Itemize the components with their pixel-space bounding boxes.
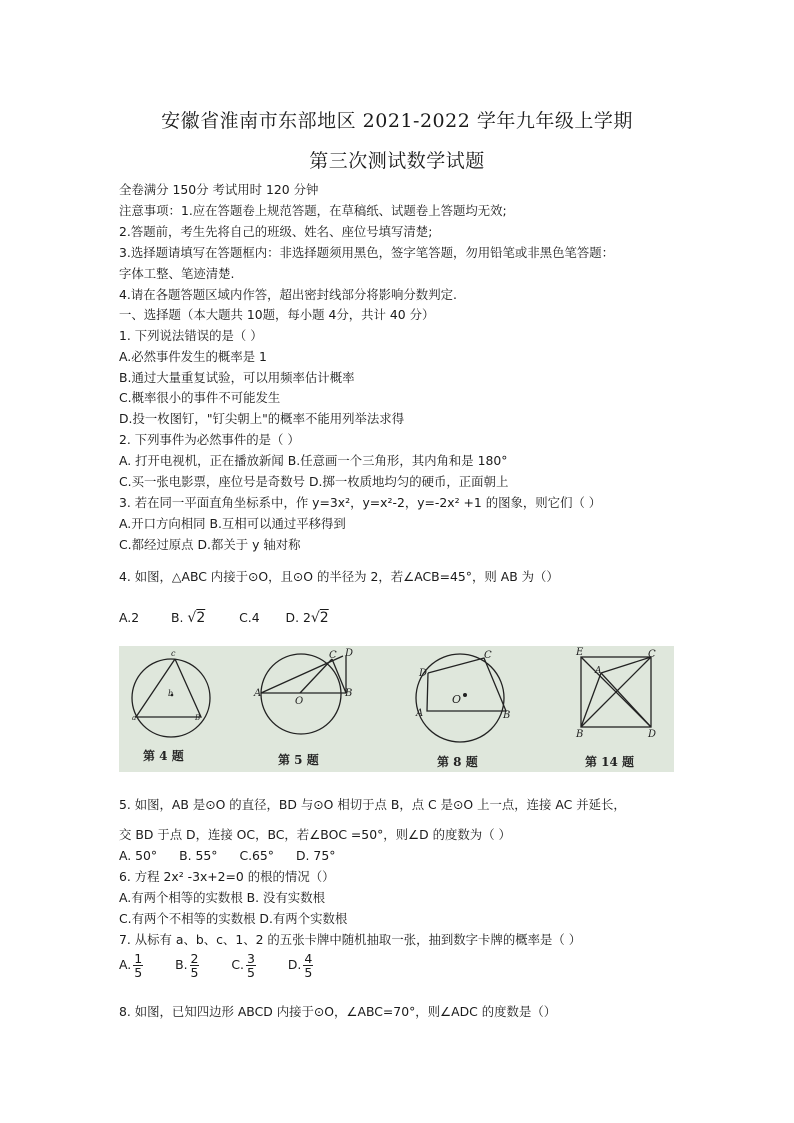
fig8-label-c: C [484, 650, 492, 661]
fig5-line-oc [300, 659, 332, 693]
sqrt-symbol: √2 [187, 610, 206, 626]
figure-14 [575, 647, 656, 769]
fig5-label-o: O [295, 696, 304, 707]
geometry-figures [119, 646, 674, 772]
fig5-label-a: A [254, 688, 262, 699]
q5-option-b: B. 55° [179, 848, 218, 863]
q4-option-d-radicand: 2 [319, 610, 329, 626]
figures-panel [119, 646, 674, 772]
q1-option-b: B.通过大量重复试验，可以用频率估计概率 [119, 370, 355, 385]
numerator: 4 [304, 951, 313, 966]
fig14-label-c: C [648, 649, 656, 660]
q5-options [119, 847, 335, 864]
figure-4 [132, 649, 210, 763]
score-info: 全卷满分 150分 考试用时 120 分钟 [119, 182, 319, 197]
q5-option-a: A. 50° [119, 848, 158, 863]
q1-option-d: D.投一枚图钉，"钉尖朝上"的概率不能用列举法求得 [119, 411, 405, 426]
fig5-label-b: B [345, 688, 353, 699]
q4-option-b-label: B. [171, 610, 184, 625]
q1-stem: 1. 下列说法错误的是（ ） [119, 328, 263, 343]
q1-option-a: A.必然事件发生的概率是 1 [119, 349, 267, 364]
q4-option-b-radicand: 2 [196, 610, 206, 626]
q7-option-c-label: C. [231, 957, 244, 972]
q2-options-ab: A. 打开电视机，正在播放新闻 B.任意画一个三角形，其内角和是 180° [119, 453, 508, 468]
q5-option-c: C.65° [239, 848, 275, 863]
numerator: 2 [190, 951, 199, 966]
exam-title-line2: 第三次测试数学试题 [309, 150, 485, 172]
notice-3b: 字体工整、笔迹清楚. [119, 266, 235, 281]
exam-title-line1: 安徽省淮南市东部地区 2021-2022 学年九年级上学期 [161, 110, 633, 132]
notice-3a: 3.选择题请填写在答题框内：非选择题须用黑色，签字笔答题，勿用铅笔或非黑色笔答题： [119, 245, 615, 260]
fig4-label-c: c [171, 649, 176, 658]
fig5-label-d: D [345, 648, 354, 659]
q7-options [119, 952, 315, 979]
numerator: 1 [134, 951, 143, 966]
q7-option-d-label: D. [287, 957, 302, 972]
fig8-label-b: B [503, 710, 511, 721]
fig5-line-ad [261, 656, 343, 693]
fig8-label-o: O [452, 693, 462, 706]
fig8-quadrilateral [427, 658, 506, 711]
q5-stem-line1: 5. 如图，AB 是⊙O 的直径，BD 与⊙O 相切于点 B，点 C 是⊙O 上一点，连接 AC 并延长， [119, 797, 626, 812]
sqrt-symbol: √2 [310, 610, 329, 626]
fig14-label-b: B [576, 729, 584, 740]
q6-options-cd: C.有两个不相等的实数根 D.有两个实数根 [119, 911, 348, 926]
q8-stem: 8. 如图，已知四边形 ABCD 内接于⊙O，∠ABC=70°，则∠ADC 的度数是（） [119, 1004, 557, 1019]
q7-option-b-fraction [190, 952, 200, 979]
fig8-caption: 第 8 题 [437, 755, 478, 769]
q4-option-c: C.4 [239, 610, 260, 625]
q4-option-a: A.2 [119, 610, 140, 625]
q7-stem: 7. 从标有 a、b、c、1、2 的五张卡牌中随机抽取一张，抽到数字卡牌的概率是（ ） [119, 932, 582, 947]
fig5-line-bc [332, 659, 346, 693]
fig5-circle [261, 654, 341, 734]
notice-2: 2.答题前，考生先将自己的班级、姓名、座位号填写清楚; [119, 224, 433, 239]
q6-options-ab: A.有两个相等的实数根 B. 没有实数根 [119, 890, 325, 905]
q7-option-d-fraction [303, 952, 313, 979]
denominator: 5 [304, 965, 313, 980]
denominator: 5 [134, 965, 143, 980]
fig14-label-a: A [595, 666, 602, 676]
q4-option-d-label: D. 2 [285, 610, 311, 625]
figure-5 [253, 648, 353, 767]
fig14-line-ab [581, 673, 601, 727]
q6-stem: 6. 方程 2x² -3x+2=0 的根的情况（） [119, 869, 335, 884]
q5-option-d: D. 75° [296, 848, 336, 863]
numerator: 3 [246, 951, 255, 966]
q7-option-a-label: A. [119, 957, 132, 972]
q1-option-c: C.概率很小的事件不可能发生 [119, 390, 281, 405]
fig4-label-b2: B [195, 714, 201, 722]
q3-stem: 3. 若在同一平面直角坐标系中，作 y=3x²，y=x²-2，y=-2x² +1 的图象，则它们（ ） [119, 495, 602, 510]
fig14-caption: 第 14 题 [585, 755, 635, 769]
notice-1: 注意事项：1.应在答题卷上规范答题，在草稿纸、试题卷上答题均无效; [119, 203, 507, 218]
q7-option-b-label: B. [175, 957, 188, 972]
q4-options [119, 609, 329, 627]
fig8-label-a: A [416, 708, 424, 719]
denominator: 5 [246, 965, 255, 980]
fig14-label-e: E [576, 647, 584, 658]
q5-stem-line2: 交 BD 于点 D，连接 OC，BC，若∠BOC =50°，则∠D 的度数为（ ） [119, 827, 511, 842]
section-heading: 一、选择题（本大题共 10题，每小题 4分，共计 40 分） [119, 307, 435, 322]
q3-options-ab: A.开口方向相同 B.互相可以通过平移得到 [119, 516, 346, 531]
fig8-center-dot [463, 693, 467, 697]
fig5-caption: 第 5 题 [278, 753, 319, 767]
figure-8 [415, 650, 510, 769]
q7-option-a-fraction [133, 952, 143, 979]
denominator: 5 [190, 965, 199, 980]
q7-option-c-fraction [246, 952, 256, 979]
fig14-label-d: D [648, 729, 657, 740]
q2-stem: 2. 下列事件为必然事件的是（ ） [119, 432, 300, 447]
q2-options-cd: C.买一张电影票，座位号是奇数号 D.掷一枚质地均匀的硬币，正面朝上 [119, 474, 509, 489]
fig8-label-d: D [419, 668, 428, 679]
fig4-label-b: b [168, 689, 174, 698]
fig4-caption: 第 4 题 [143, 749, 184, 763]
q4-stem: 4. 如图，△ABC 内接于⊙O，且⊙O 的半径为 2，若∠ACB=45°，则 AB 为（） [119, 569, 559, 584]
fig4-label-a: a [132, 714, 137, 722]
notice-4: 4.请在各题答题区域内作答，超出密封线部分将影响分数判定. [119, 287, 457, 302]
fig4-circle [132, 659, 210, 737]
q3-options-cd: C.都经过原点 D.都关于 y 轴对称 [119, 537, 301, 552]
fig5-label-c: C [329, 650, 337, 661]
